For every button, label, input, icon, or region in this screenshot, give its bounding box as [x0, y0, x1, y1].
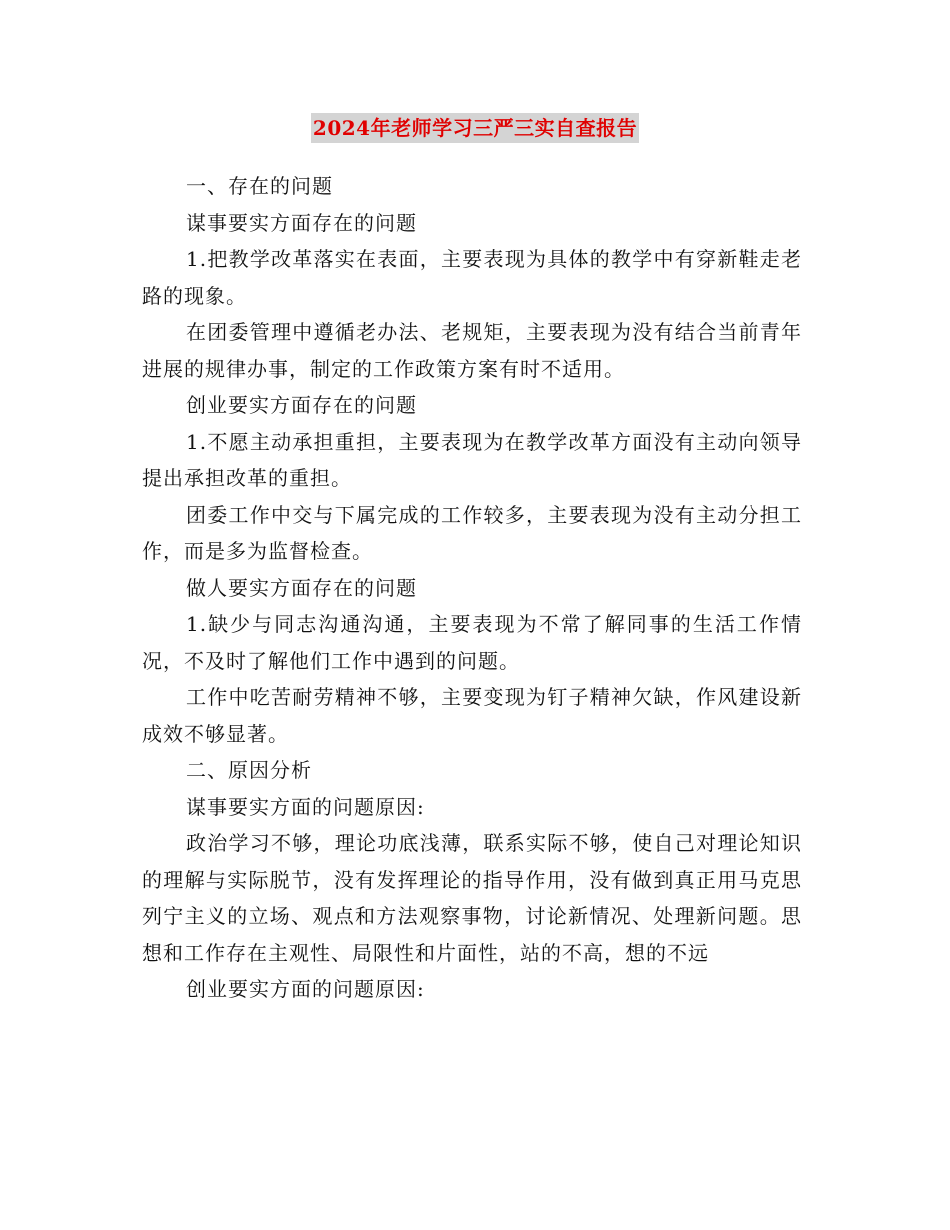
subheading-planning-causes: 谋事要实方面的问题原因:: [186, 794, 425, 819]
paragraph: 在团委管理中遵循老办法、老规矩，主要表现为没有结合当前青年进展的规律办事，制定的工作政策方案有时不适用。: [142, 320, 802, 381]
document-title: 2024年老师学习三严三实自查报告: [311, 113, 639, 143]
section-heading-causes: 二、原因分析: [186, 758, 312, 782]
subheading-planning: 谋事要实方面存在的问题: [186, 210, 417, 235]
subheading-entrepreneurship-causes: 创业要实方面的问题原因:: [186, 977, 425, 1001]
subheading-entrepreneurship: 创业要实方面存在的问题: [186, 393, 417, 417]
paragraph: 团委工作中交与下属完成的工作较多，主要表现为没有主动分担工作，而是多为监督检查。: [142, 502, 802, 563]
subheading-conduct: 做人要实方面存在的问题: [186, 575, 417, 600]
document-body: [142, 168, 802, 1008]
paragraph: 政治学习不够，理论功底浅薄，联系实际不够，使自己对理论知识的理解与实际脱节，没有发挥理论的指导作用，没有做到真正用马克思列宁主义的立场、观点和方法观察事物，讨论新情况、处理新问题。思想和工作存在主观性、局限性和片面性，站的不高，想的不远: [142, 831, 802, 965]
paragraph: 1.把教学改革落实在表面，主要表现为具体的教学中有穿新鞋走老路的现象。: [142, 247, 802, 308]
title-container: [0, 113, 950, 143]
paragraph: 1.不愿主动承担重担，主要表现为在教学改革方面没有主动向领导提出承担改革的重担。: [142, 429, 802, 490]
paragraph: 1.缺少与同志沟通沟通，主要表现为不常了解同事的生活工作情况，不及时了解他们工作中遇到的问题。: [142, 612, 802, 673]
section-heading-problems: 一、存在的问题: [186, 174, 333, 198]
paragraph: 工作中吃苦耐劳精神不够，主要变现为钉子精神欠缺，作风建设新成效不够显著。: [142, 685, 802, 746]
